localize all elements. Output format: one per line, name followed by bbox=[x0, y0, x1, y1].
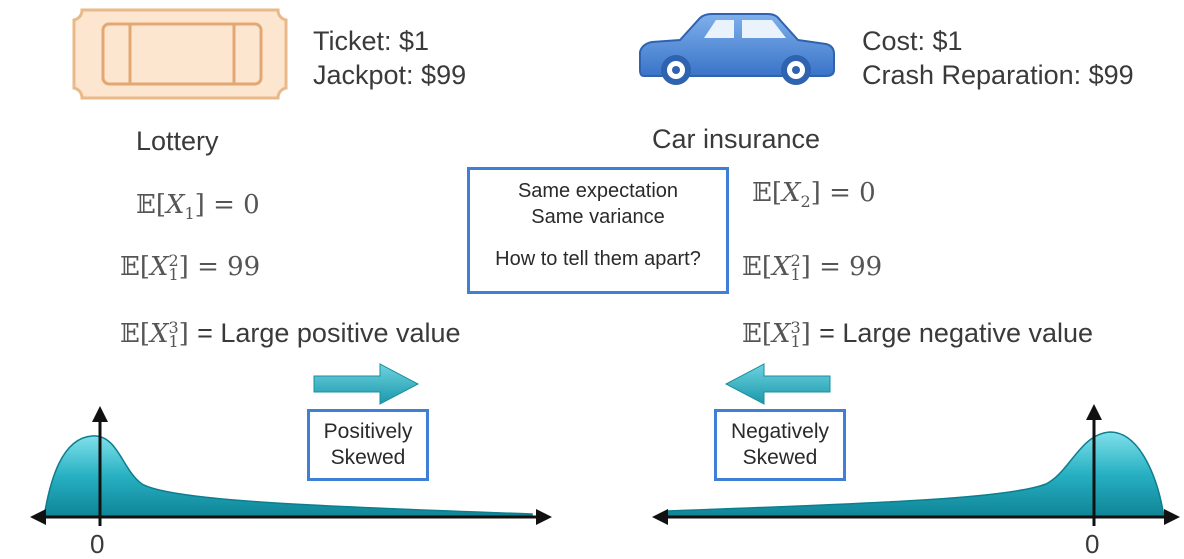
insurance-expectation-value: = 0 bbox=[829, 178, 876, 208]
positive-skew-plot bbox=[30, 406, 552, 526]
car-icon bbox=[640, 14, 834, 85]
lottery-expectation: $𝔼[X_1] = 0$ bbox=[136, 190, 260, 224]
lottery-title: Lottery bbox=[136, 126, 219, 156]
positive-skew-line-2: Skewed bbox=[330, 446, 406, 469]
arrow-right-icon bbox=[314, 364, 418, 404]
positive-skew-density bbox=[44, 436, 532, 517]
lottery-second-moment-value: = 99 bbox=[197, 252, 261, 282]
ticket-icon bbox=[74, 10, 286, 98]
ticket-price-label: Ticket: $1 bbox=[313, 26, 430, 56]
center-note-line-2: Same variance bbox=[531, 206, 665, 228]
x-axis-left-arrowhead bbox=[652, 509, 668, 525]
center-note-line-1: Same expectation bbox=[517, 180, 679, 202]
center-note-box bbox=[467, 167, 729, 294]
lottery-third-moment: 𝔼[X 3 1 ] = Large positive value bbox=[120, 318, 461, 351]
positive-skew-label bbox=[307, 409, 429, 481]
insurance-third-moment: 𝔼[X 3 1 ] = Large negative value bbox=[742, 318, 1094, 351]
x-axis-left-arrowhead bbox=[30, 509, 46, 525]
lottery-third-moment-value: = Large positive value bbox=[197, 318, 461, 348]
crash-reparation-label: Crash Reparation: $99 bbox=[862, 60, 1134, 90]
y-axis-arrowhead bbox=[92, 406, 108, 422]
positive-skew-line-1: Positively bbox=[323, 420, 413, 443]
left-axis-zero-label: 0 bbox=[90, 529, 105, 559]
negative-skew-line-2: Skewed bbox=[742, 446, 818, 469]
insurance-third-moment-value: = Large negative value bbox=[819, 318, 1094, 348]
insurance-cost-label: Cost: $1 bbox=[862, 26, 963, 56]
y-axis-arrowhead bbox=[1086, 404, 1102, 420]
negative-skew-line-1: Negatively bbox=[730, 420, 830, 443]
negative-skew-label bbox=[714, 409, 846, 481]
insurance-expectation: $𝔼[X_2] = 0$ bbox=[752, 178, 876, 212]
insurance-second-moment: 𝔼[X 2 1 ] = 99 bbox=[742, 251, 883, 284]
right-axis-zero-label: 0 bbox=[1085, 529, 1100, 559]
arrow-left-icon bbox=[726, 364, 830, 404]
center-note-line-3: How to tell them apart? bbox=[495, 248, 701, 270]
lottery-expectation-value: = 0 bbox=[213, 190, 260, 220]
lottery-second-moment: 𝔼[X 2 1 ] = 99 bbox=[120, 251, 261, 284]
jackpot-label: Jackpot: $99 bbox=[313, 60, 467, 90]
insurance-title: Car insurance bbox=[652, 124, 821, 154]
x-axis-right-arrowhead bbox=[536, 509, 552, 525]
insurance-second-moment-value: = 99 bbox=[819, 252, 883, 282]
x-axis-right-arrowhead bbox=[1164, 509, 1180, 525]
